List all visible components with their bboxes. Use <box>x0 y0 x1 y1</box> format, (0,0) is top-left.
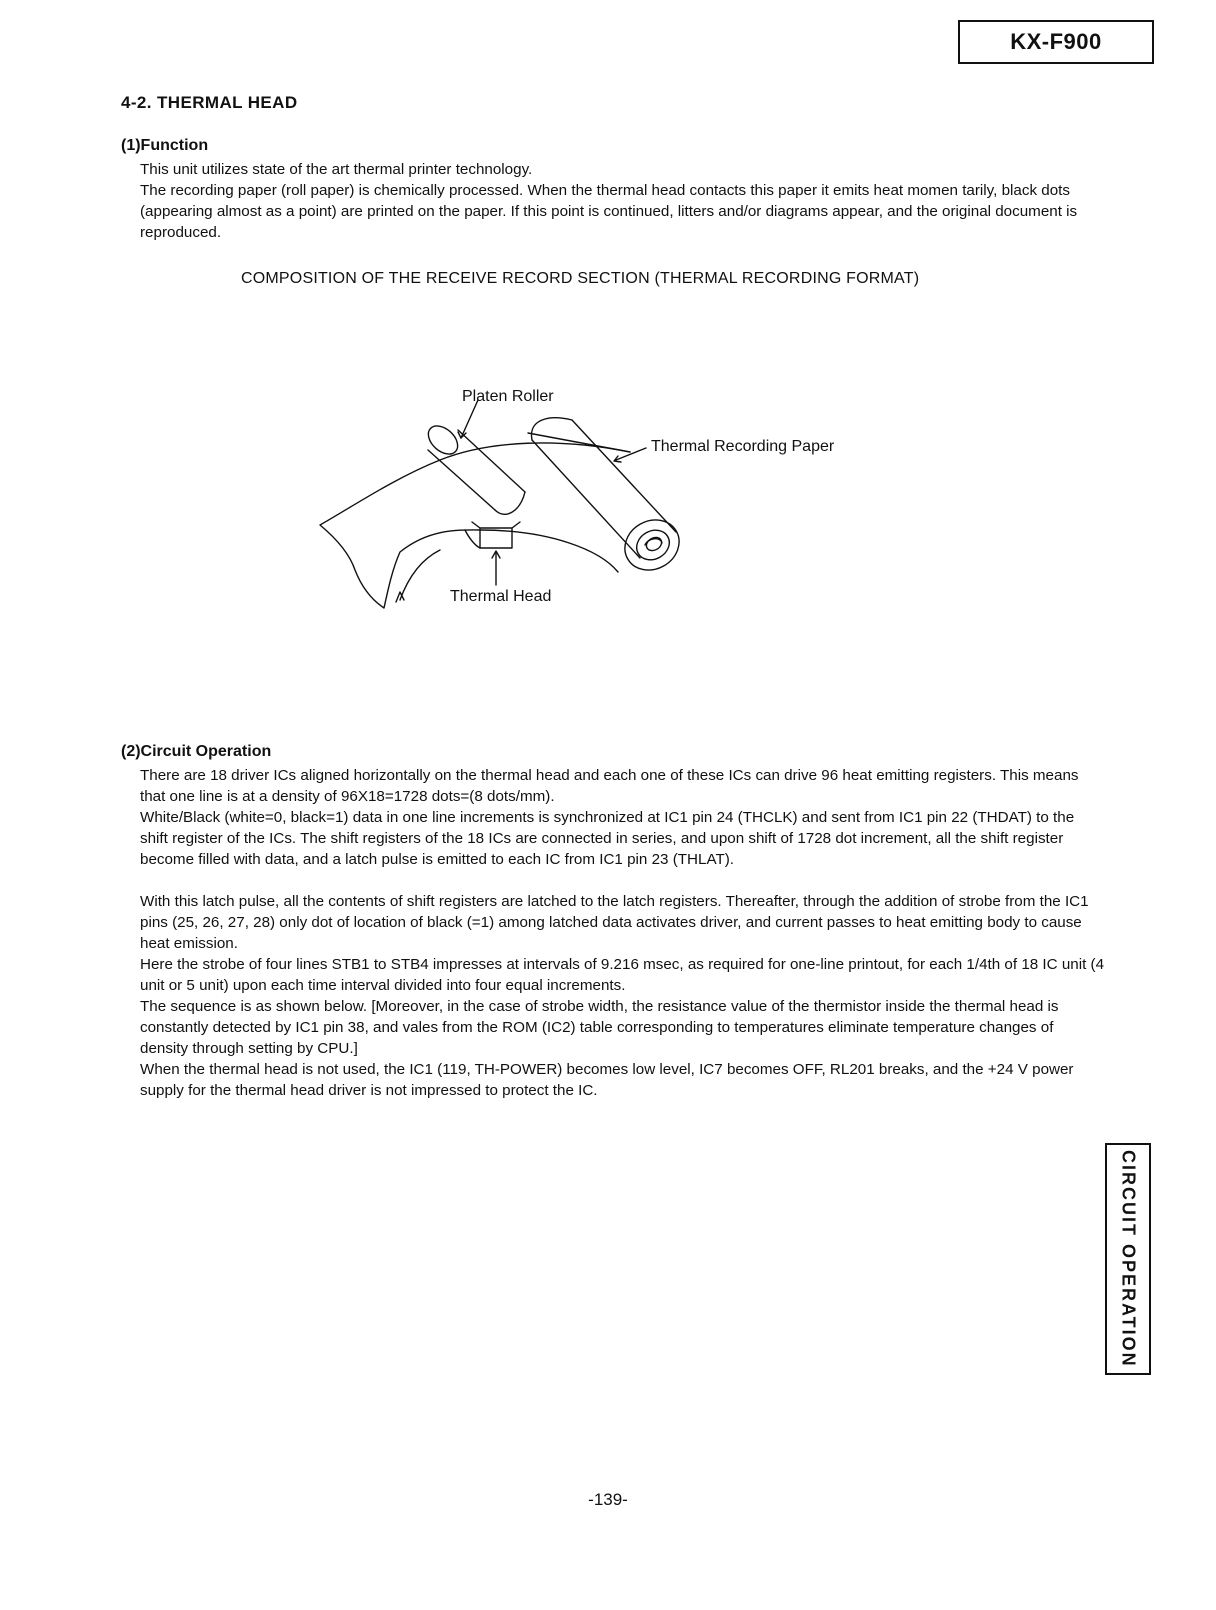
thermal-recording-paper-label: Thermal Recording Paper <box>651 438 835 455</box>
section-side-tab <box>1105 1143 1151 1375</box>
thermal-head-label: Thermal Head <box>450 588 552 605</box>
platen-roller-label: Platen Roller <box>462 388 554 405</box>
section-title: 4-2. THERMAL HEAD <box>121 93 298 112</box>
figure-caption: COMPOSITION OF THE RECEIVE RECORD SECTION (THERMAL RECORDING FORMAT) <box>241 270 920 287</box>
function-line: This unit utilizes state of the art thermal printer technology. <box>140 161 533 178</box>
circuit-paragraph: The sequence is as shown below. [Moreover, in the case of strobe width, the resistance value of the thermistor inside the thermal head is constantly detected by IC1 pin 38, and vales from the ROM (IC2) table corresponding to temperatures eliminate temperature changes of density through setting by CPU.] <box>140 998 1059 1057</box>
circuit-operation-text <box>140 765 1105 1101</box>
side-tab-label: CIRCUIT OPERATION <box>1118 1150 1139 1368</box>
function-heading: (1)Function <box>121 137 209 154</box>
circuit-paragraph: Here the strobe of four lines STB1 to STB4 impresses at intervals of 9.216 msec, as required for one-line printout, for each 1/4th of 18 IC unit (4 unit or 5 unit) upon each time interval divided into four equal increments. <box>140 956 1105 994</box>
page-number: -139- <box>588 1490 628 1509</box>
model-number: KX-F900 <box>1010 29 1102 54</box>
thermal-head-illustration <box>300 380 900 630</box>
circuit-paragraph: White/Black (white=0, black=1) data in one line increments is synchronized at IC1 pin 24 (THCLK) and sent from IC1 pin 22 (THDAT) to the shift register of the ICs. The shift registers of the 18 ICs are connected in series, and upon shift of 1728 dot increment, all the shift register become filled with data, and a latch pulse is emitted to each IC from IC1 pin 23 (THLAT). <box>140 809 1075 868</box>
circuit-paragraph: When the thermal head is not used, the IC1 (119, TH-POWER) becomes low level, IC7 becomes OFF, RL201 breaks, and the +24 V power supply for the thermal head driver is not impressed to protect the IC. <box>140 1061 1074 1099</box>
circuit-paragraph: With this latch pulse, all the contents of shift registers are latched to the latch registers. Thereafter, through the addition of strobe from the IC1 pins (25, 26, 27, 28) only dot of location of black (=1) among latched data activates driver, and current passes to heat emitting body to cause heat emission. <box>140 893 1089 952</box>
model-number-box <box>958 20 1154 64</box>
function-text <box>140 159 1105 243</box>
circuit-paragraph: There are 18 driver ICs aligned horizontally on the thermal head and each one of these ICs can drive 96 heat emitting registers. This means that one line is at a density of 96X18=1728 dots=(8 dots/mm). <box>140 767 1079 805</box>
function-line: The recording paper (roll paper) is chemically processed. When the thermal head contacts this paper it emits heat momen tarily, black dots (appearing almost as a point) are printed on the paper. If this point is continued, litters and/or diagrams appear, and the original document is reproduced. <box>140 182 1078 241</box>
thermal-recording-diagram <box>300 380 900 630</box>
circuit-operation-heading: (2)Circuit Operation <box>121 743 272 760</box>
